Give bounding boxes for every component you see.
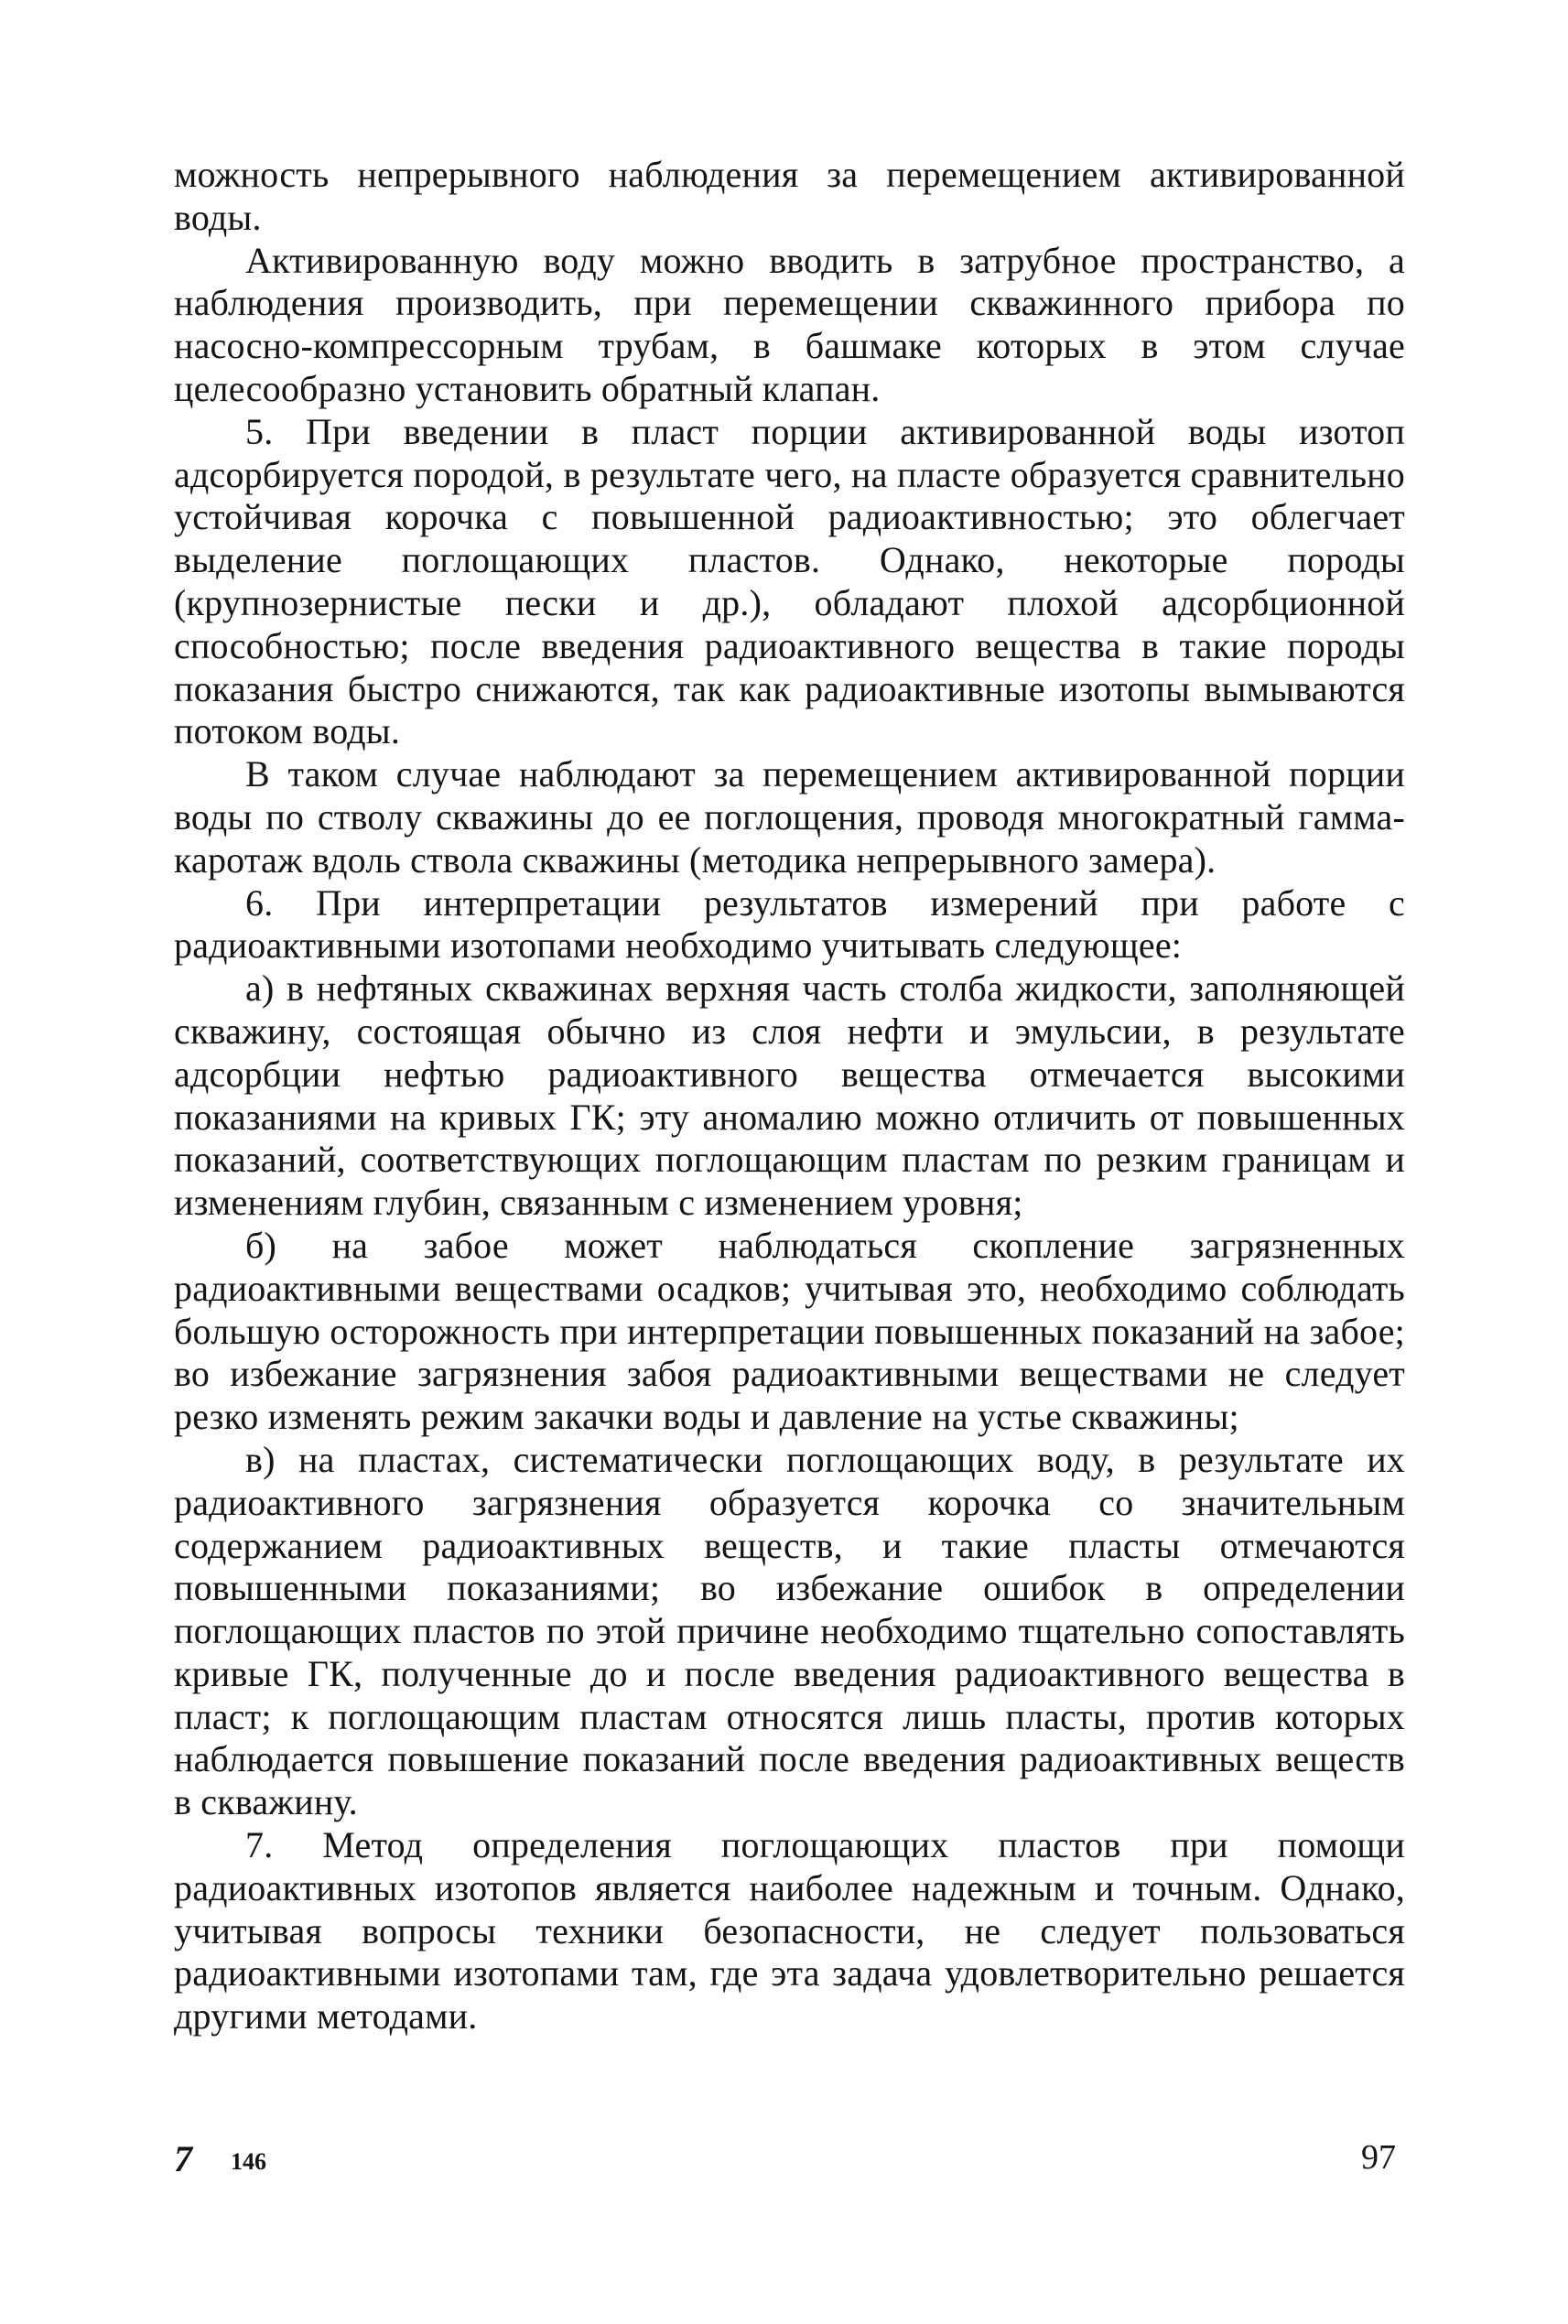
paragraph-annulus-injection: Активированную воду можно вводить в затрубное пространство, а наблюдения производить, при перемещении скважинного прибора по насосно-компрессорным трубам, в башмаке которых в этом случае целесообразно установить обратный клапан. <box>174 239 1405 409</box>
page-footer <box>174 2137 1405 2183</box>
body-text <box>174 154 1405 2038</box>
paragraph-item-5: 5. При введении в пласт порции активированной воды изотоп адсорбируется породой, в результате чего, на пласте образуется сравнительно устойчивая корочка с повышенной радиоактивностью; это облегчает выделение поглощающих пластов. Однако, некоторые породы (крупнозернистые пески и др.), обладают плохой адсорбционной способностью; после введения радиоактивного вещества в такие породы показания быстро снижаются, так как радиоактивные изотопы вымываются потоком воды. <box>174 410 1405 752</box>
paragraph-item-6a: а) в нефтяных скважинах верхняя часть столба жидкости, заполняющей скважину, состоящая обычно из слоя нефти и эмульсии, в результате адсорбции нефтью радиоактивного вещества отмечается высокими показаниями на кривых ГК; эту аномалию можно отличить от повышенных показаний, соответствующих поглощающим пластам по резким границам и изменениям глубин, связанным с изменением уровня; <box>174 967 1405 1224</box>
signature-number: 7 <box>174 2138 192 2179</box>
paragraph-item-6b: б) на забое может наблюдаться скопление загрязненных радиоактивными веществами осадков; учитывая это, необходимо соблюдать большую осторожность при интерпретации повышенных показаний на забое; во избежание загрязнения забоя радиоактивными веществами не следует резко изменять режим закачки воды и давление на устье скважины; <box>174 1224 1405 1438</box>
paragraph-item-7: 7. Метод определения поглощающих пластов при помощи радиоактивных изотопов является наиболее надежным и точным. Однако, учитывая вопросы техники безопасности, не следует пользоваться радиоактивными изотопами там, где эта задача удовлетворительно решается другими методами. <box>174 1824 1405 2038</box>
paragraph-continuous-logging: В таком случае наблюдают за перемещением активированной порции воды по стволу скважины до ее поглощения, проводя многократный гамма-каротаж вдоль ствола скважины (методика непрерывного замера). <box>174 753 1405 881</box>
paragraph-continuation: можность непрерывного наблюдения за перемещением активированной воды. <box>174 154 1405 238</box>
paragraph-item-6v: в) на пластах, систематически поглощающих воду, в результате их радиоактивного загрязнения образуется корочка со значительным содержанием радиоактивных веществ, и такие пласты отмечаются повышенными показаниями; во избежание ошибок в определении поглощающих пластов по этой причине необходимо тщательно сопоставлять кривые ГК, полученные до и после введения радиоактивного вещества в пласт; к поглощающим пластам относятся лишь пласты, против которых наблюдается повышение показаний после введения радиоактивных веществ в скважину. <box>174 1438 1405 1823</box>
paragraph-item-6: 6. При интерпретации результатов измерений при работе с радиоактивными изотопами необходимо учитывать следующее: <box>174 881 1405 967</box>
page-number: 97 <box>1361 2138 1396 2177</box>
signature-code: 146 <box>231 2148 266 2175</box>
